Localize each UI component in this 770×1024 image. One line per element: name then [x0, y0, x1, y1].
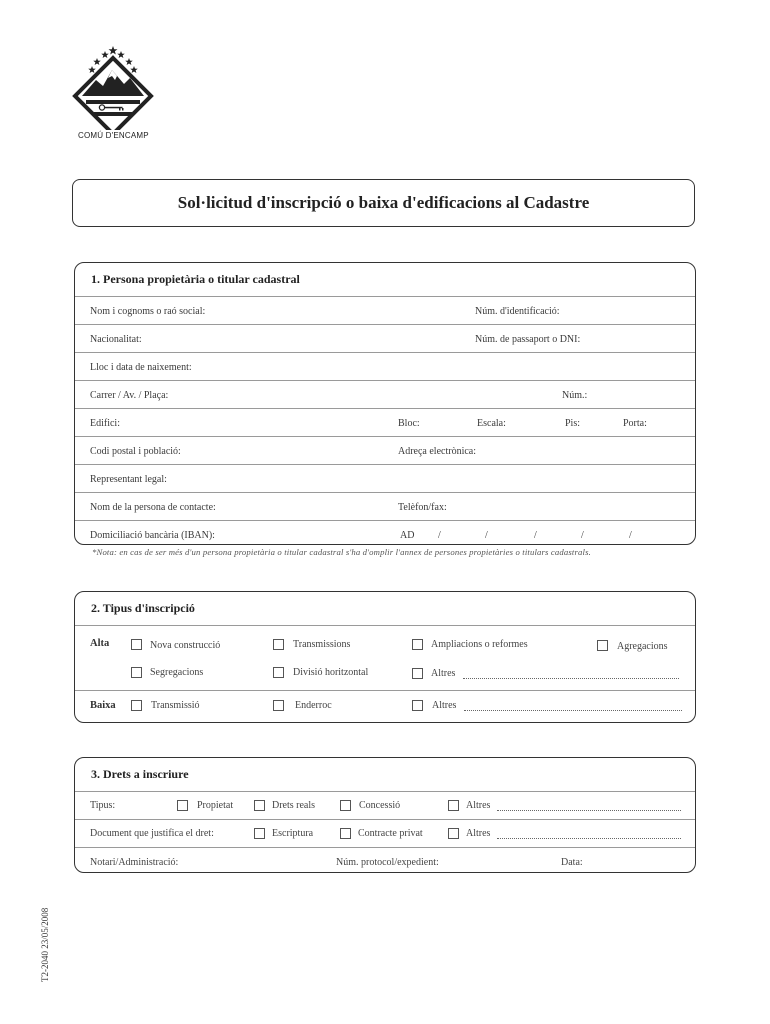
tipus-label: Tipus: — [90, 800, 116, 811]
form-row-building — [75, 408, 695, 436]
checkbox-label: Propietat — [197, 800, 234, 811]
iban-prefix: AD — [400, 530, 415, 541]
altres-baixa-input[interactable] — [464, 710, 682, 711]
field-protocol[interactable]: Núm. protocol/expedient: — [336, 857, 439, 868]
field-nacionalitat[interactable]: Nacionalitat: — [90, 334, 142, 345]
checkbox-divisio-horitzontal[interactable] — [273, 667, 284, 678]
iban-separator: / — [629, 530, 632, 541]
checkbox-label: Contracte privat — [358, 828, 423, 839]
form-row-nationality — [75, 324, 695, 352]
field-notari[interactable]: Notari/Administració: — [90, 857, 179, 868]
checkbox-label: Transmissió — [151, 700, 200, 711]
form-row-postal — [75, 436, 695, 464]
form-row-street — [75, 380, 695, 408]
form-row-birth — [75, 352, 695, 380]
form-row-name — [75, 296, 695, 324]
field-iban[interactable]: Domiciliació bancària (IBAN): — [90, 530, 215, 541]
field-num-ident[interactable]: Núm. d'identificació: — [475, 306, 560, 317]
field-representant[interactable]: Representant legal: — [90, 474, 167, 485]
form-code: T2-2040 23/05/2008 — [40, 907, 50, 982]
checkbox-label: Escriptura — [272, 828, 314, 839]
comu-encamp-logo — [72, 40, 162, 130]
checkbox-contracte-privat[interactable] — [340, 828, 351, 839]
checkbox-label: Concessió — [359, 800, 401, 811]
checkbox-label: Ampliacions o reformes — [431, 639, 528, 650]
tipus-row — [75, 791, 695, 819]
checkbox-escriptura[interactable] — [254, 828, 265, 839]
checkbox-label: Altres — [466, 800, 491, 811]
alta-label: Alta — [90, 638, 110, 649]
checkbox-transmissio[interactable] — [131, 700, 142, 711]
checkbox-enderroc[interactable] — [273, 700, 284, 711]
alta-group — [75, 625, 695, 690]
checkbox-drets-reals[interactable] — [254, 800, 265, 811]
checkbox-altres-document[interactable] — [448, 828, 459, 839]
field-codi-postal[interactable]: Codi postal i població: — [90, 446, 181, 457]
field-data[interactable]: Data: — [561, 857, 583, 868]
checkbox-altres-tipus[interactable] — [448, 800, 459, 811]
section-inscription-type — [74, 591, 696, 723]
section-heading: 2. Tipus d'inscripció — [91, 601, 195, 615]
checkbox-label: Altres — [432, 700, 457, 711]
checkbox-segregacions[interactable] — [131, 667, 142, 678]
iban-separator: / — [534, 530, 537, 541]
field-nom[interactable]: Nom i cognoms o raó social: — [90, 306, 206, 317]
checkbox-altres-alta[interactable] — [412, 668, 423, 679]
baixa-group — [75, 690, 695, 723]
checkbox-altres-baixa[interactable] — [412, 700, 423, 711]
field-carrer[interactable]: Carrer / Av. / Plaça: — [90, 390, 169, 401]
document-label: Document que justifica el dret: — [90, 828, 214, 839]
field-num[interactable]: Núm.: — [562, 390, 588, 401]
field-porta[interactable]: Porta: — [623, 418, 647, 429]
iban-separator: / — [581, 530, 584, 541]
notari-row — [75, 847, 695, 873]
section-owner — [74, 262, 696, 545]
field-contacte[interactable]: Nom de la persona de contacte: — [90, 502, 216, 513]
page-title: Sol·licitud d'inscripció o baixa d'edificacions al Cadastre — [177, 193, 590, 212]
checkbox-label: Enderroc — [295, 700, 332, 711]
checkbox-ampliacions[interactable] — [412, 639, 423, 650]
checkbox-concessio[interactable] — [340, 800, 351, 811]
title-box — [72, 179, 695, 227]
field-escala[interactable]: Escala: — [477, 418, 506, 429]
form-row-representative — [75, 464, 695, 492]
checkbox-agregacions[interactable] — [597, 640, 608, 651]
altres-document-input[interactable] — [497, 838, 681, 839]
checkbox-label: Altres — [431, 668, 456, 679]
field-pis[interactable]: Pis: — [565, 418, 581, 429]
checkbox-label: Transmissions — [293, 639, 351, 650]
field-bloc[interactable]: Bloc: — [398, 418, 420, 429]
altres-tipus-input[interactable] — [497, 810, 681, 811]
field-lloc-naixement[interactable]: Lloc i data de naixement: — [90, 362, 192, 373]
checkbox-label: Nova construcció — [150, 640, 221, 651]
checkbox-label: Agregacions — [617, 641, 668, 652]
baixa-label: Baixa — [90, 700, 116, 711]
logo-text: COMÚ D'ENCAMP — [78, 131, 149, 140]
document-row — [75, 819, 695, 847]
section-heading: 3. Drets a inscriure — [91, 767, 189, 781]
checkbox-nova-construccio[interactable] — [131, 639, 142, 650]
field-telefon[interactable]: Telèfon/fax: — [398, 502, 447, 513]
checkbox-label: Altres — [466, 828, 491, 839]
checkbox-label: Drets reals — [272, 800, 316, 811]
iban-separator: / — [485, 530, 488, 541]
field-passaport[interactable]: Núm. de passaport o DNI: — [475, 334, 581, 345]
form-row-iban — [75, 520, 695, 545]
checkbox-propietat[interactable] — [177, 800, 188, 811]
field-adreca-electronica[interactable]: Adreça electrònica: — [398, 446, 477, 457]
field-edifici[interactable]: Edifici: — [90, 418, 120, 429]
section-heading: 1. Persona propietària o titular cadastral — [91, 272, 300, 286]
altres-alta-input[interactable] — [463, 678, 679, 679]
checkbox-transmissions[interactable] — [273, 639, 284, 650]
form-row-contact — [75, 492, 695, 520]
checkbox-label: Divisió horitzontal — [293, 667, 369, 678]
checkbox-label: Segregacions — [150, 667, 204, 678]
iban-separator: / — [438, 530, 441, 541]
section-rights — [74, 757, 696, 873]
note-text: *Nota: en cas de ser més d'un persona propietària o titular cadastral s'ha d'omplir l'annex de persones propietàries o titulars cadastrals. — [92, 547, 591, 557]
